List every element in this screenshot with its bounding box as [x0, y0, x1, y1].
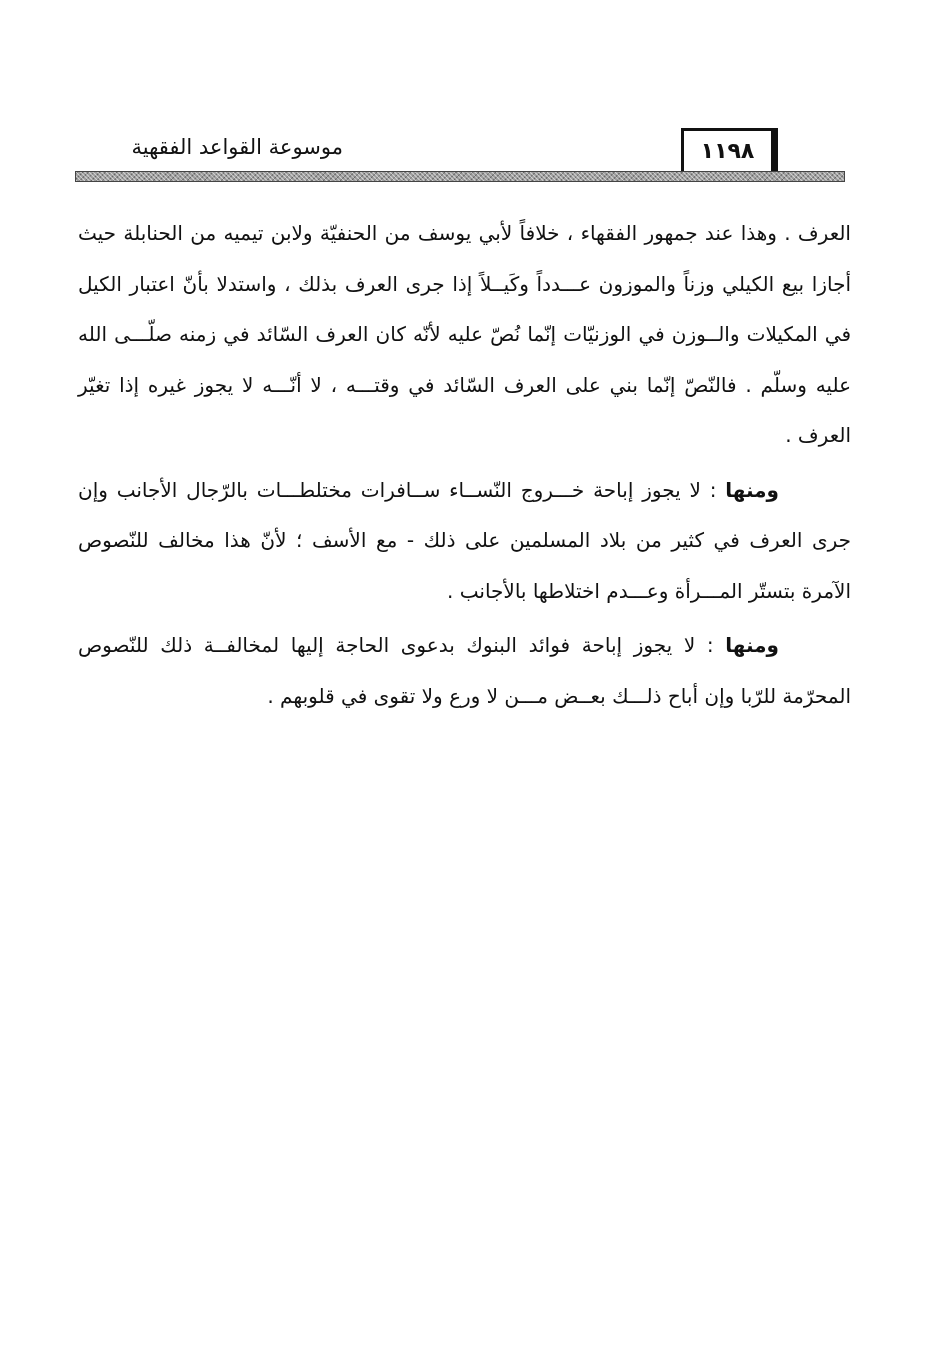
paragraph-text: العرف . وهذا عند جمهور الفقهاء ، خلافاً لأبي يوسف من الحنفيّة ولابن تيميه من الحنابلة حيث أجازا بيع الكيلي وزناً والموزون عـــدداً وكَيــلاً إذا جرى العرف بذلك ، واستدلا بأنّ اعتبار الكيل في المكيلات والــوزن في الوزنيّات إنّما نُصّ عليه لأنّه كان العرف السّائد في زمنه صلّـــى الله عليه وسلّم . فالنّصّ إنّما بني على العرف السّائد في وقتـــه ، لا أنّـــه لا يجوز غيره إذا تغيّر العرف . [78, 221, 851, 447]
page-number: ١١٩٨ [700, 139, 755, 164]
page-header [75, 128, 845, 182]
paragraph [78, 620, 851, 721]
paragraph-text: : لا يجوز إباحة خـــروج النّســاء ســافرات مختلطـــات بالرّجال الأجانب وإن جرى العرف في كثير من بلاد المسلمين على ذلك - مع الأسف ؛ لأنّ هذا مخالف للنّصوص الآمرة بتستّر المـــرأة وعـــدم اختلاطها بالأجانب . [78, 477, 851, 603]
paragraph-lead: ومنها [725, 633, 779, 657]
body-text [78, 208, 851, 721]
paragraph [78, 208, 851, 461]
paragraph-lead: ومنها [725, 477, 779, 502]
book-title: موسوعة القواعد الفقهية [131, 135, 343, 159]
paragraph [78, 465, 851, 617]
paragraph-text: : لا يجوز إباحة فوائد البنوك بدعوى الحاجة إليها لمخالفــة ذلك للنّصوص المحرّمة للرّبا وإن أباح ذلـــك بعــض مـــن لا ورع ولا تقوى في قلوبهم . [78, 633, 851, 708]
page-number-box [681, 128, 778, 172]
header-rule [75, 171, 845, 182]
